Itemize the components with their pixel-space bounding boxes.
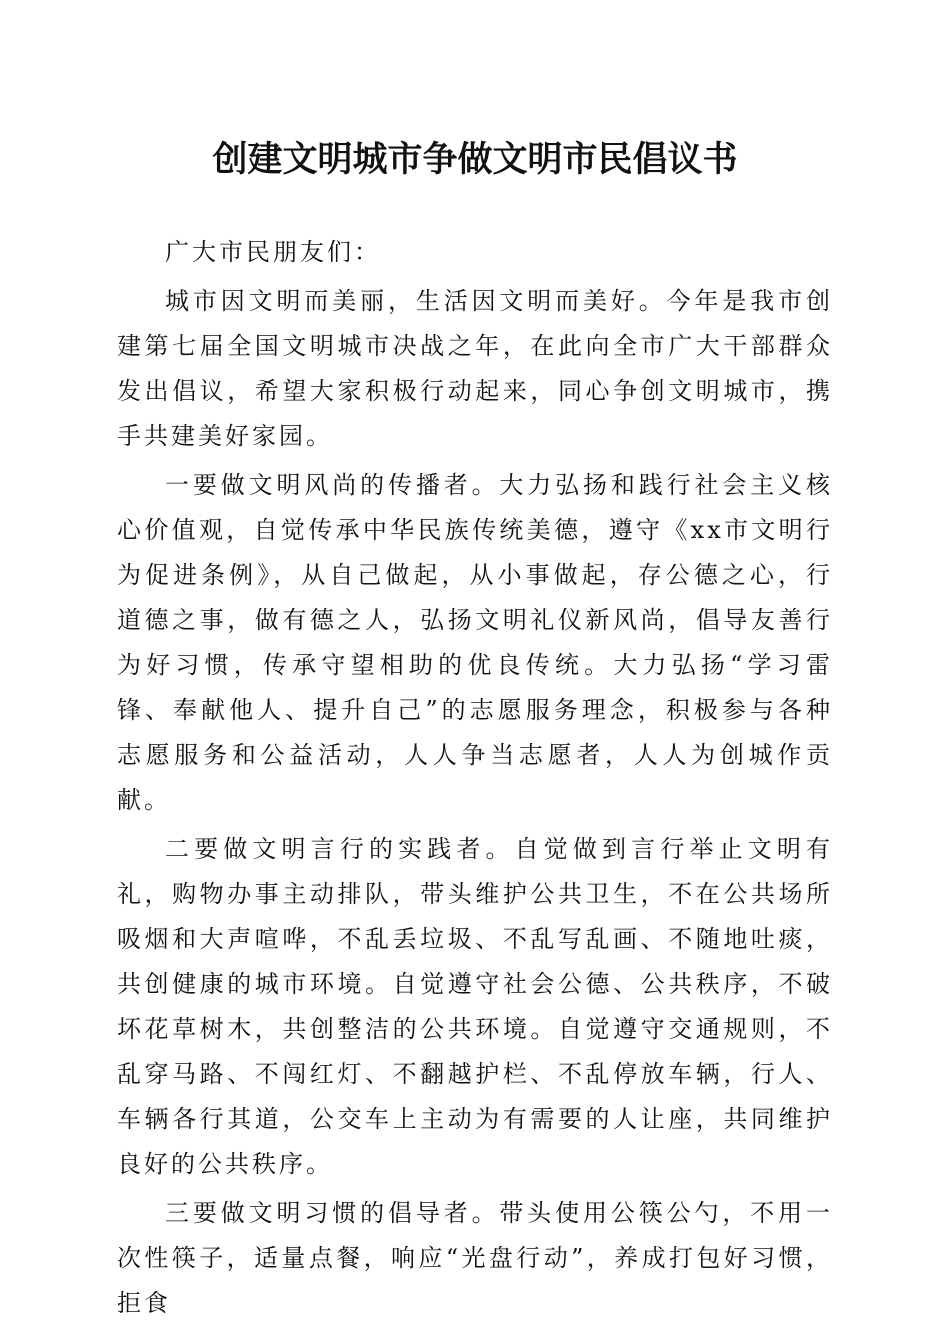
document-title: 创建文明城市争做文明市民倡议书 — [212, 139, 738, 180]
salutation: 广大市民朋友们： — [165, 238, 381, 266]
paragraph-three: 三要做文明习惯的倡导者。带头使用公筷公勺，不用一次性筷子，适量点餐，响应“光盘行动”，养成打包好习惯，拒食 — [117, 1199, 833, 1317]
paragraph-two: 二要做文明言行的实践者。自觉做到言行举止文明有礼，购物办事主动排队，带头维护公共卫生，不在公共场所吸烟和大声喧哗，不乱丢垃圾、不乱写乱画、不随地吐痰，共创健康的城市环境。自觉遵守社会公德、公共秩序，不破坏花草树木，共创整洁的公共环境。自觉遵守交通规则，不乱穿马路、不闯红灯、不翻越护栏、不乱停放车辆，行人、车辆各行其道，公交车上主动为有需要的人让座，共同维护良好的公共秩序。 — [117, 835, 833, 1178]
paragraph-one: 一要做文明风尚的传播者。大力弘扬和践行社会主义核心价值观，自觉传承中华民族传统美德，遵守《xx市文明行为促进条例》，从自己做起，从小事做起，存公德之心，行道德之事，做有德之人，弘扬文明礼仪新风尚，倡导友善行为好习惯，传承守望相助的优良传统。大力弘扬“学习雷锋、奉献他人、提升自己”的志愿服务理念，积极参与各种志愿服务和公益活动，人人争当志愿者，人人为创城作贡献。 — [117, 471, 833, 814]
paragraph-intro: 城市因文明而美丽，生活因文明而美好。今年是我市创建第七届全国文明城市决战之年，在此向全市广大干部群众发出倡议，希望大家积极行动起来，同心争创文明城市，携手共建美好家园。 — [117, 287, 833, 450]
document-body — [117, 230, 833, 1330]
